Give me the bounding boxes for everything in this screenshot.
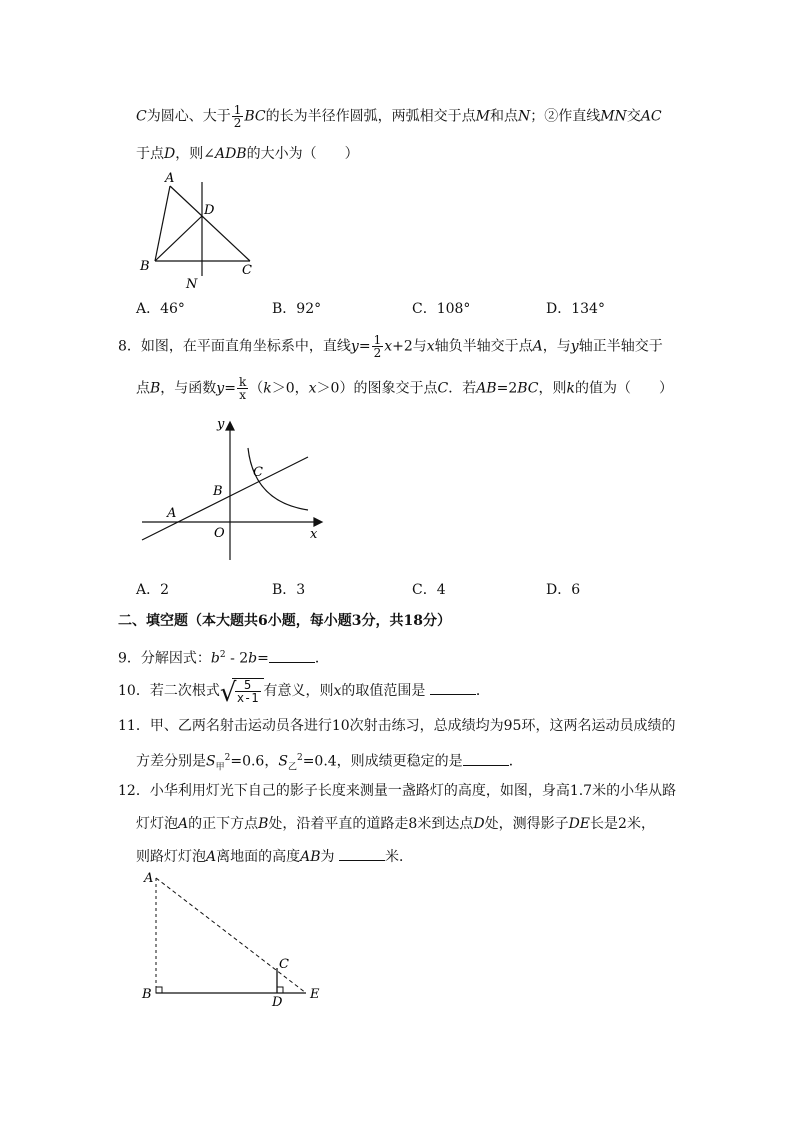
label-b: B <box>142 987 152 1002</box>
label-c: C <box>253 465 263 480</box>
label-a: A <box>167 506 177 521</box>
line-ab <box>142 457 308 540</box>
q8-line-2: 点B，与函数y= $\frac{k}{x}$ （k＞0，x＞0）的图象交于点C．若AB=2BC，则k的值为（ ） <box>136 375 673 402</box>
label-e: E <box>310 987 320 1002</box>
right-angle-b-icon <box>156 987 162 993</box>
label-a: A <box>165 171 175 186</box>
q12-line-2: 灯灯泡A的正下方点B处，沿着平直的道路走8米到达点D处，测得影子DE长是2米， <box>136 816 655 832</box>
radical-sign-icon: √ <box>219 678 237 708</box>
label-c: C <box>279 957 289 972</box>
label-d: D <box>204 203 215 218</box>
y-axis-arrow <box>226 422 234 430</box>
side-ac <box>170 186 250 261</box>
q12-lamp-figure <box>138 868 338 1008</box>
label-n: N <box>186 277 198 292</box>
q9-answer-blank[interactable] <box>269 648 315 663</box>
q10-line: 10．若二次根式 √ $\frac{5}{x-1}$ 有意义，则x的取值范围是 ． <box>118 678 490 708</box>
q8-option-c[interactable]: C．4 <box>412 582 446 598</box>
label-b: B <box>140 259 150 274</box>
q8-line-1: 8．如图，在平面直角坐标系中，直线y= $\frac{1}{2}$ x+2与x轴负半轴交于点A，与y轴正半轴交于 <box>118 333 663 360</box>
q12-line-1: 12．小华利用灯光下自己的影子长度来测量一盏路灯的高度，如图，身高1.7米的小华从路 <box>118 783 677 799</box>
right-angle-d-icon <box>277 987 283 993</box>
side-ab <box>155 186 170 261</box>
x-axis-arrow <box>314 518 322 526</box>
q8-option-b[interactable]: B．3 <box>272 582 306 598</box>
q7-line-1: C为圆心、大于 $\frac{1}{2}$ BC的长为半径作圆弧，两弧相交于点M和点N；②作直线MN交AC <box>136 103 662 130</box>
q11-line-1: 11．甲、乙两名射击运动员各进行10次射击练习，总成绩均为95环，这两名运动员成绩的 <box>118 718 676 734</box>
q12-line-3: 则路灯灯泡A离地面的高度AB为 米． <box>136 846 413 867</box>
label-d: D <box>272 995 283 1008</box>
label-b: B <box>213 484 223 499</box>
label-a: A <box>144 871 154 886</box>
q8-option-a[interactable]: A．2 <box>136 582 170 598</box>
q7-option-c[interactable]: C．108° <box>412 301 471 317</box>
q11-answer-blank[interactable] <box>463 751 509 766</box>
q7-option-d[interactable]: D．134° <box>546 301 605 317</box>
q11-line-2: 方差分别是$S_甲^2=0.6$，$S_乙^2=0.4$，则成绩更稳定的是 ． <box>136 748 523 777</box>
light-ray-ae <box>156 878 306 993</box>
label-c: C <box>242 263 252 278</box>
fraction-half: $\frac{1}{2}$ <box>233 103 242 130</box>
q9-line: 9．分解因式：$b^2 - 2b=$ ． <box>118 645 329 669</box>
fraction-k-over-x: $\frac{k}{x}$ <box>238 375 247 402</box>
q7-line-2: 于点D，则∠ADB的大小为（ ） <box>136 146 359 162</box>
label-y: y <box>217 417 225 432</box>
q8-option-d[interactable]: D．6 <box>546 582 581 598</box>
section-title: 二、填空题（本大题共6小题，每小题3分，共18分） <box>118 613 451 629</box>
square-root-expression: √ $\frac{5}{x-1}$ <box>220 678 264 704</box>
label-x: x <box>310 527 318 542</box>
q7-option-b[interactable]: B．92° <box>272 301 322 317</box>
fraction-half: $\frac{1}{2}$ <box>373 333 382 360</box>
q10-answer-blank[interactable] <box>430 680 476 695</box>
q7-option-a[interactable]: A．46° <box>136 301 185 317</box>
q7-triangle-figure <box>130 166 270 296</box>
label-o: O <box>214 526 225 541</box>
q8-coordinate-figure <box>136 410 336 560</box>
q12-answer-blank[interactable] <box>339 846 385 861</box>
